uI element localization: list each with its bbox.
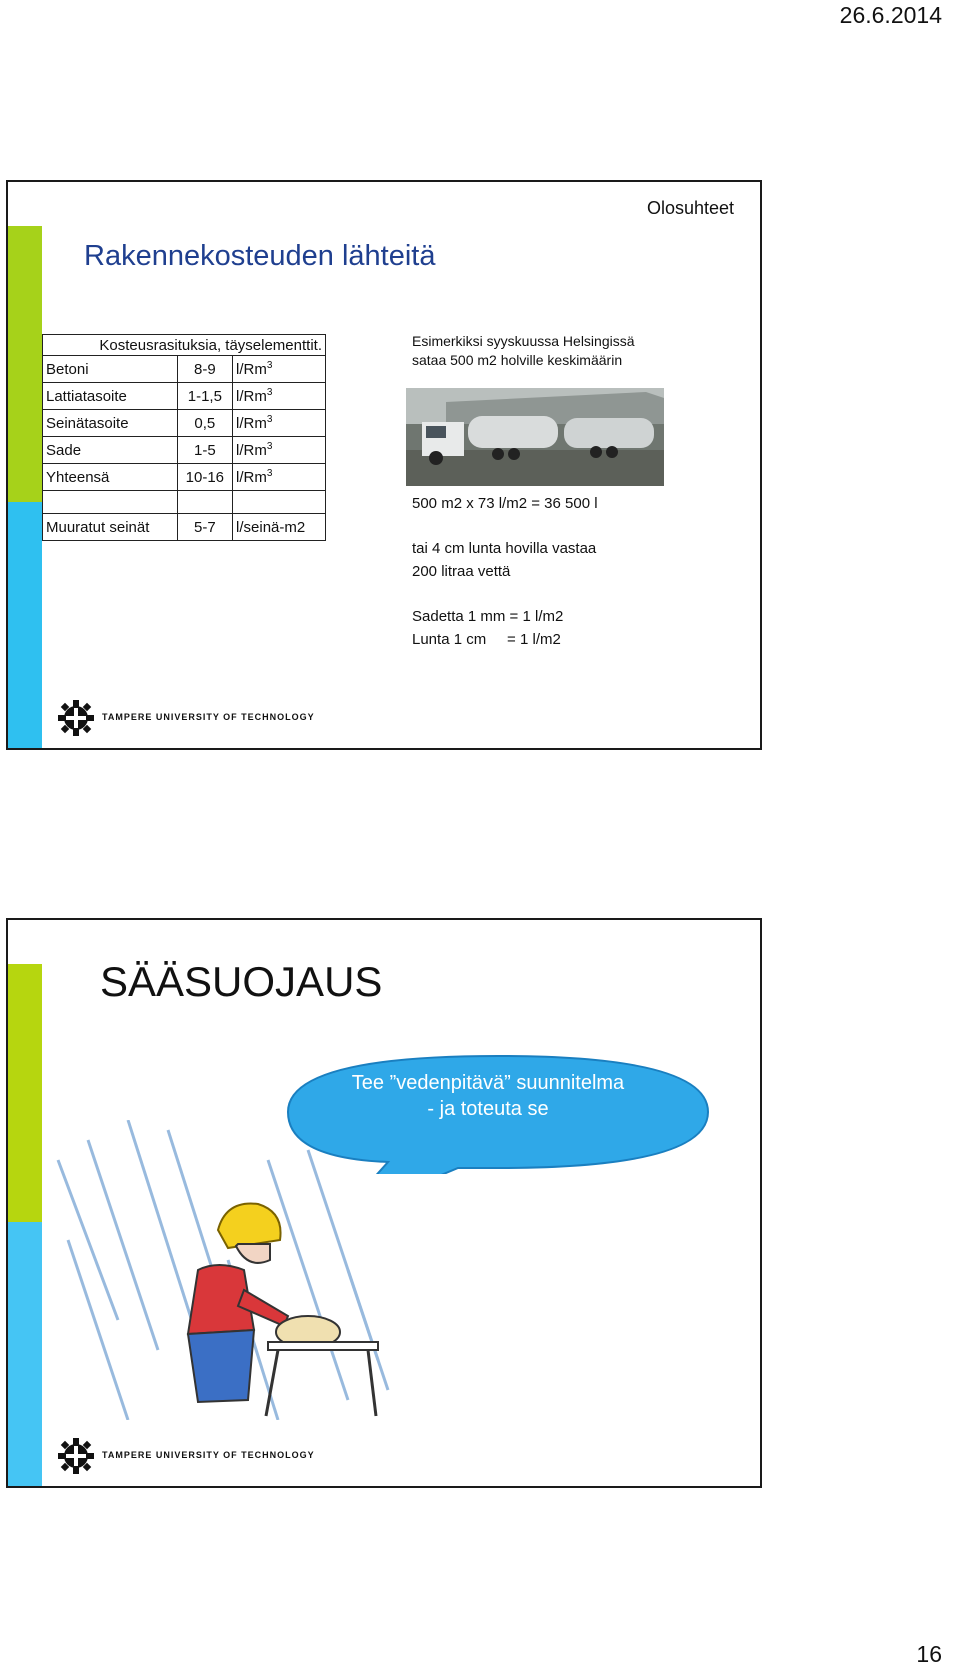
intro-text: Esimerkiksi syyskuussa Helsingissä sataa 500 m2 holville keskimäärin [412,333,635,368]
material-cell: Seinätasoite [43,410,178,437]
table-row-empty [43,491,326,514]
table-row [43,464,326,491]
gear-logo-icon [58,1438,94,1474]
table-caption-row [43,335,326,356]
unit-cell: l/seinä-m2 [233,514,326,541]
unit-cell: l/Rm$^3$ [233,356,326,383]
gear-logo-icon [58,700,94,736]
accent-stripe-green [8,964,42,1222]
tanker-truck-image [406,388,664,486]
snow-equivalence-text: tai 4 cm lunta hovilla vastaa 200 litraa vettä [412,540,597,580]
logo-text: TAMPERE UNIVERSITY OF TECHNOLOGY [102,712,315,722]
table-row [43,514,326,541]
page-number: 16 [916,1641,942,1667]
material-cell: Muuratut seinät [43,514,178,541]
unit-cell: l/Rm$^3$ [233,410,326,437]
amount-cell: 10-16 [177,464,232,491]
slide-title: SÄÄSUOJAUS [100,958,383,1005]
slide-weather-protection [6,918,762,1488]
material-cell: Lattiatasoite [43,383,178,410]
material-cell: Yhteensä [43,464,178,491]
conversion-text: Sadetta 1 mm = 1 l/m2 Lunta 1 cm = 1 l/m2 [412,608,564,648]
material-cell: Betoni [43,356,178,383]
speech-bubble-text: Tee ”vedenpitävä” suunnitelma - ja toteuta se [351,1072,625,1120]
unit-cell: l/Rm$^3$ [233,437,326,464]
page-date: 26.6.2014 [839,2,942,28]
slide-title: Rakennekosteuden lähteitä [84,240,436,272]
amount-cell: 1-5 [177,437,232,464]
table-row [43,437,326,464]
table-row [43,383,326,410]
table-caption: Kosteusrasituksia, täyselementtit. [43,335,326,356]
accent-stripe-blue [8,502,42,750]
logo-text: TAMPERE UNIVERSITY OF TECHNOLOGY [102,1450,315,1460]
amount-cell: 5-7 [177,514,232,541]
unit-cell: l/Rm$^3$ [233,383,326,410]
section-label: Olosuhteet [646,198,734,218]
calculation-text: 500 m2 x 73 l/m2 = 36 500 l [412,495,598,512]
tut-logo [58,1438,318,1476]
material-cell: Sade [43,437,178,464]
slide-moisture-sources [6,180,762,750]
accent-stripe-blue [8,1222,42,1488]
accent-stripe-green [8,226,42,502]
unit-cell: l/Rm$^3$ [233,464,326,491]
amount-cell: 8-9 [177,356,232,383]
amount-cell: 0,5 [177,410,232,437]
tut-logo [58,700,318,738]
amount-cell: 1-1,5 [177,383,232,410]
moisture-table [42,334,326,541]
table-row [43,410,326,437]
table-row [43,356,326,383]
